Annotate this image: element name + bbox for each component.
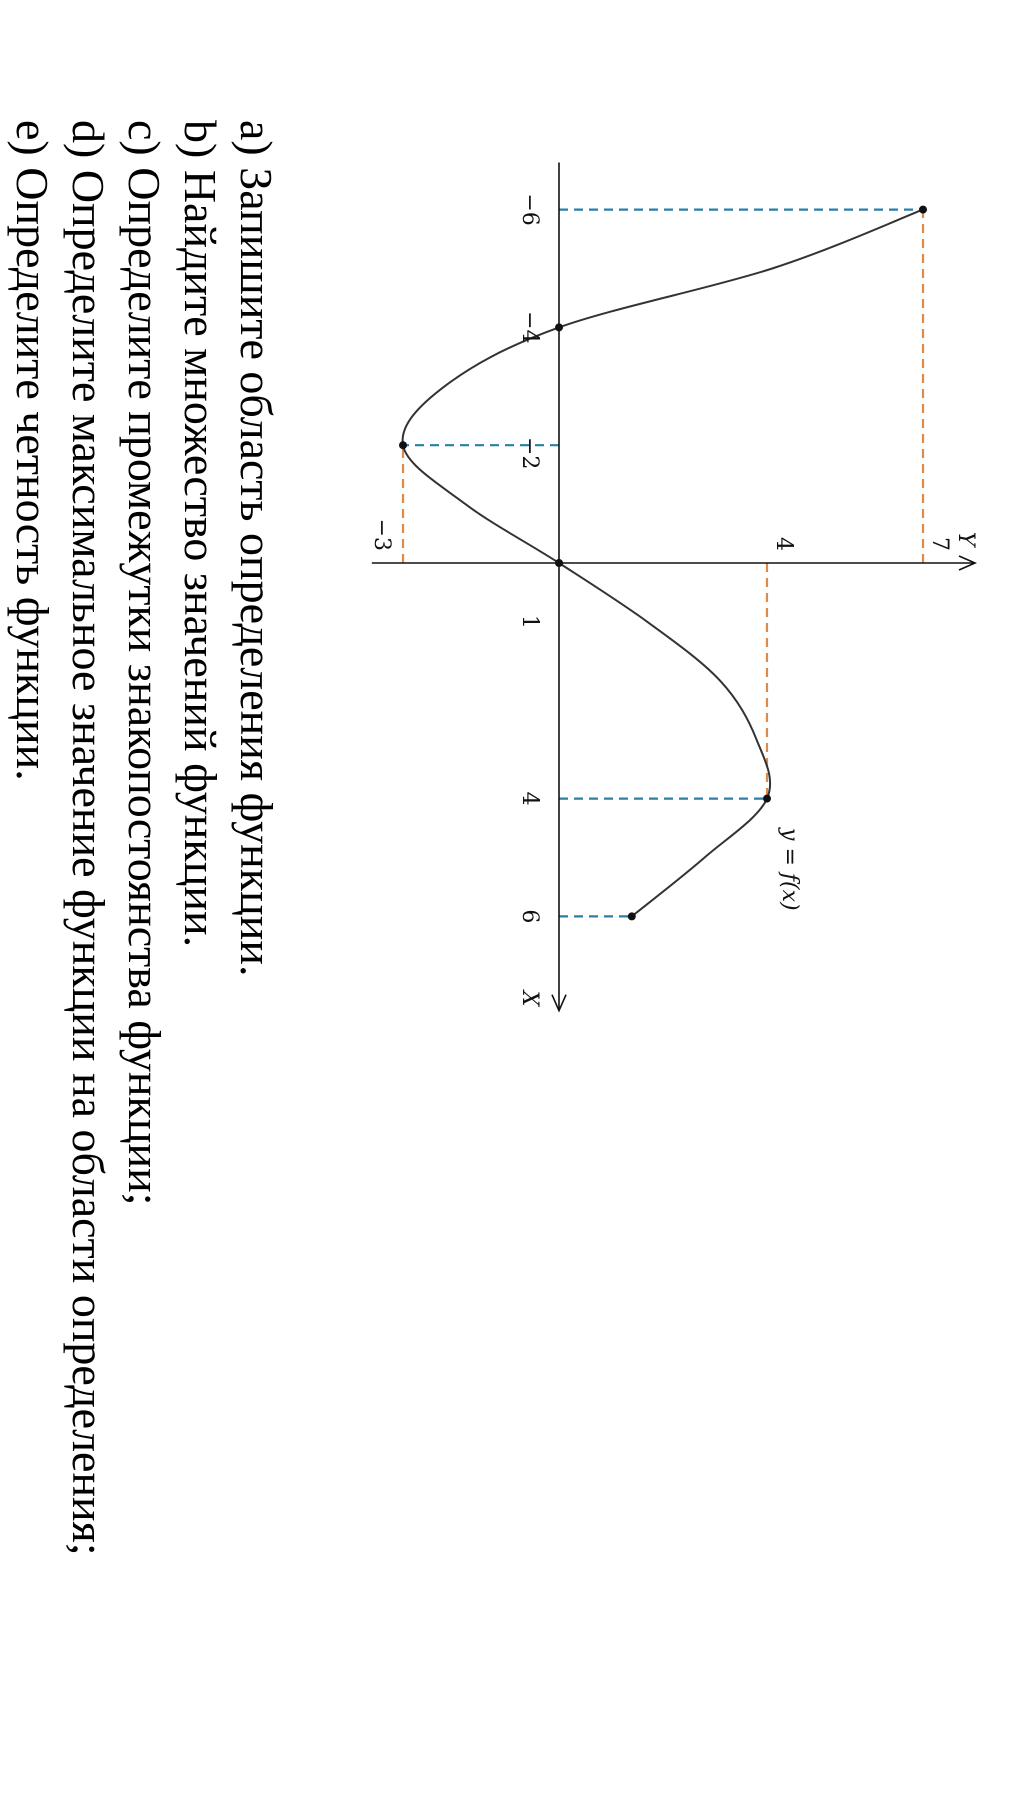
x-axis-label: X [517,990,542,1007]
question-c: c) Определите промежутки знакопостоянства функции; [119,120,170,1206]
y-tick-label-0: −3 [369,518,394,551]
curve-label: y = f(x) [777,828,802,911]
x-tick-label-5: 6 [517,909,542,924]
data-point-4 [763,795,771,803]
question-d: d) Определите максимальное значение функции на области определения; [63,120,114,1556]
y-tick-label-2: 7 [927,537,952,551]
x-tick-label-4: 4 [517,791,542,806]
data-point-3 [555,559,563,567]
x-tick-label-2: −2 [517,436,542,470]
data-point-0 [919,206,927,214]
y-tick-label-1: 4 [771,537,796,551]
y-axis-label: Y [953,531,978,547]
x-tick-label-3: 1 [517,614,542,629]
x-tick-label-1: −4 [517,311,542,344]
question-e: e) Определите четность функции. [7,120,58,781]
x-tick-label-0: −6 [517,193,542,226]
data-point-1 [555,323,563,331]
question-a: a) Запишите область определения функции. [231,120,282,977]
data-point-5 [628,912,636,920]
questions-list [4,120,284,1800]
data-point-2 [399,441,407,449]
question-b: b) Найдите множество значений функции. [175,120,226,948]
